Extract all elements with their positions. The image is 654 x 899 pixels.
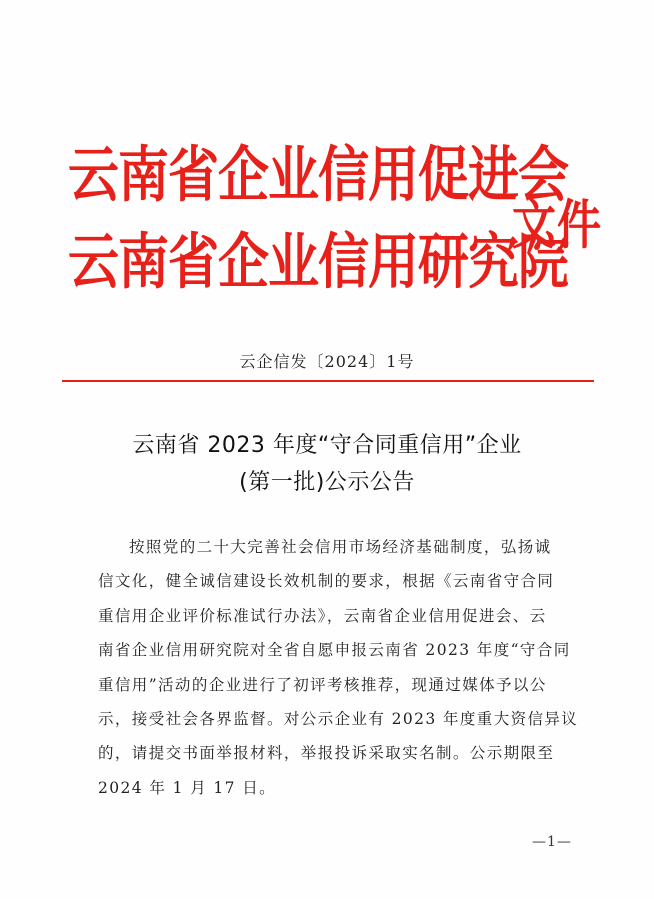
body-paragraph (98, 530, 590, 805)
header-org-line-2: 云南省企业信用研究院 (68, 227, 569, 298)
header-org-line-1: 云南省企业信用促进会 (68, 140, 569, 211)
body-line: 信文化，健全诚信建设长效机制的要求，根据《云南省守合同 (98, 572, 555, 591)
body-line: 重信用”活动的企业进行了初评考核推荐，现通过媒体予以公 (98, 675, 547, 694)
red-divider (62, 380, 594, 382)
document-title-line-1: 云南省 2023 年度“守合同重信用”企业 (132, 433, 522, 458)
body-line: 南省企业信用研究院对全省自愿申报云南省 2023 年度“守合同 (98, 641, 571, 660)
body-line: 重信用企业评价标准试行办法》，云南省企业信用促进会、云 (98, 606, 547, 625)
document-title-line-2: (第一批)公示公告 (239, 470, 415, 495)
header-suffix: 文件 (512, 195, 602, 257)
document-number: 云企信发〔2024〕1号 (239, 352, 415, 371)
body-line: 示，接受社会各界监督。对公示企业有 2023 年度重大资信异议 (98, 710, 579, 729)
body-line: 的，请提交书面举报材料，举报投诉采取实名制。公示期限至 (98, 744, 555, 763)
body-line: 2024 年 1 月 17 日。 (98, 778, 277, 797)
body-line: 按照党的二十大完善社会信用市场经济基础制度，弘扬诚 (129, 538, 552, 556)
page-number: —1— (532, 834, 572, 850)
